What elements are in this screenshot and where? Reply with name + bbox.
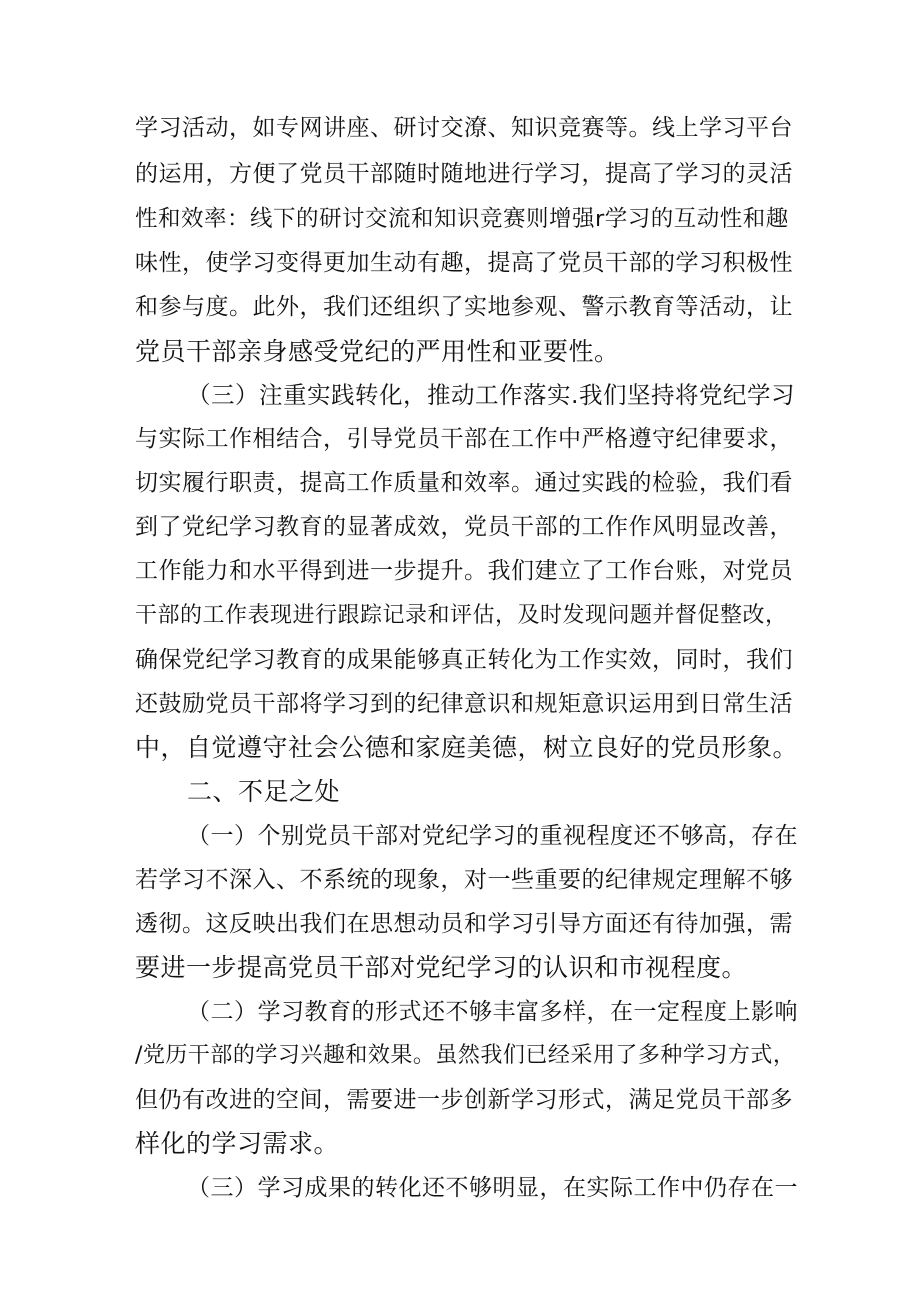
paragraph-line: 的运用，方便了党员干部随时随地进行学习，提高了学习的灵活 bbox=[135, 161, 793, 187]
paragraph-line: /党历干部的学习兴趣和效果。虽然我们已经采用了多种学习方式， bbox=[135, 1043, 796, 1068]
paragraph-line: 党员干部亲身感受党纪的严用性和亚要性。 bbox=[135, 337, 620, 366]
paragraph-line: 确保党纪学习教育的成果能够真正转化为工作实效，同时，我们 bbox=[135, 647, 793, 673]
paragraph-line: 要进一步提高党员干部对党纪学习的认识和市视程度。 bbox=[135, 953, 748, 982]
paragraph-line: 透彻。这反映出我们在思想动员和学习引导方面还有待加强，需 bbox=[135, 911, 793, 937]
section-heading: 二、不足之处 bbox=[187, 777, 341, 806]
section-heading-line: （三）注重实践转化，推动工作落实.我们坚持将党纪学习 bbox=[187, 381, 795, 409]
paragraph-line: 切实履行职责，提高工作质量和效率。通过实践的检验，我们看 bbox=[135, 470, 793, 496]
paragraph-line: 工作能力和水平得到进一步提升。我们建立了工作台账，对党员 bbox=[135, 558, 793, 584]
paragraph-line: 到了党纪学习教育的显著成效，党员干部的工作作风明显改善， bbox=[135, 514, 793, 540]
paragraph-line: 还鼓励党员干部将学习到的纪律意识和规矩意识运用到日常生活 bbox=[135, 691, 793, 717]
paragraph-line: 样化的学习需求。 bbox=[135, 1129, 340, 1158]
paragraph-line: 若学习不深入、不系统的现象，对一些重要的纪律规定理解不够 bbox=[135, 867, 793, 893]
paragraph-line: 性和效率：线下的研讨交流和知识竞赛则增强r学习的互动性和趣 bbox=[135, 206, 789, 232]
paragraph-line: 味性，使学习变得更加生动有趣，提高了党员干部的学习积极性 bbox=[135, 250, 793, 276]
paragraph-line: 与实际工作相结合，引导党员干部在工作中严格遵守纪律要求， bbox=[135, 426, 793, 452]
paragraph-line: 学习活动，如专网讲座、研讨交潦、知识竞赛等。线上学习平台 bbox=[135, 115, 793, 141]
paragraph-line: 但仍有改进的空间，需要进一步创新学习形式，满足党员干部多 bbox=[135, 1087, 793, 1113]
paragraph-line: （二）学习教育的形式还不够丰富多样，在一定程度上影响 bbox=[187, 999, 798, 1025]
paragraph-line: 中，自觉遵守社会公德和家庭美德，树立良好的党员形象。 bbox=[135, 733, 799, 762]
paragraph-line: （三）学习成果的转化还不够明显，在实际工作中仍存在一 bbox=[187, 1175, 798, 1201]
paragraph-line: 干部的工作表现进行跟踪记录和评估，及时发现问题并督促整改， bbox=[135, 603, 788, 628]
paragraph-line: （一）个别党员干部对党纪学习的重视程度还不够高，存在 bbox=[187, 823, 798, 849]
paragraph-line: 和参与度。此外，我们还组织了实地参观、警示教育等活动，让 bbox=[135, 294, 793, 320]
